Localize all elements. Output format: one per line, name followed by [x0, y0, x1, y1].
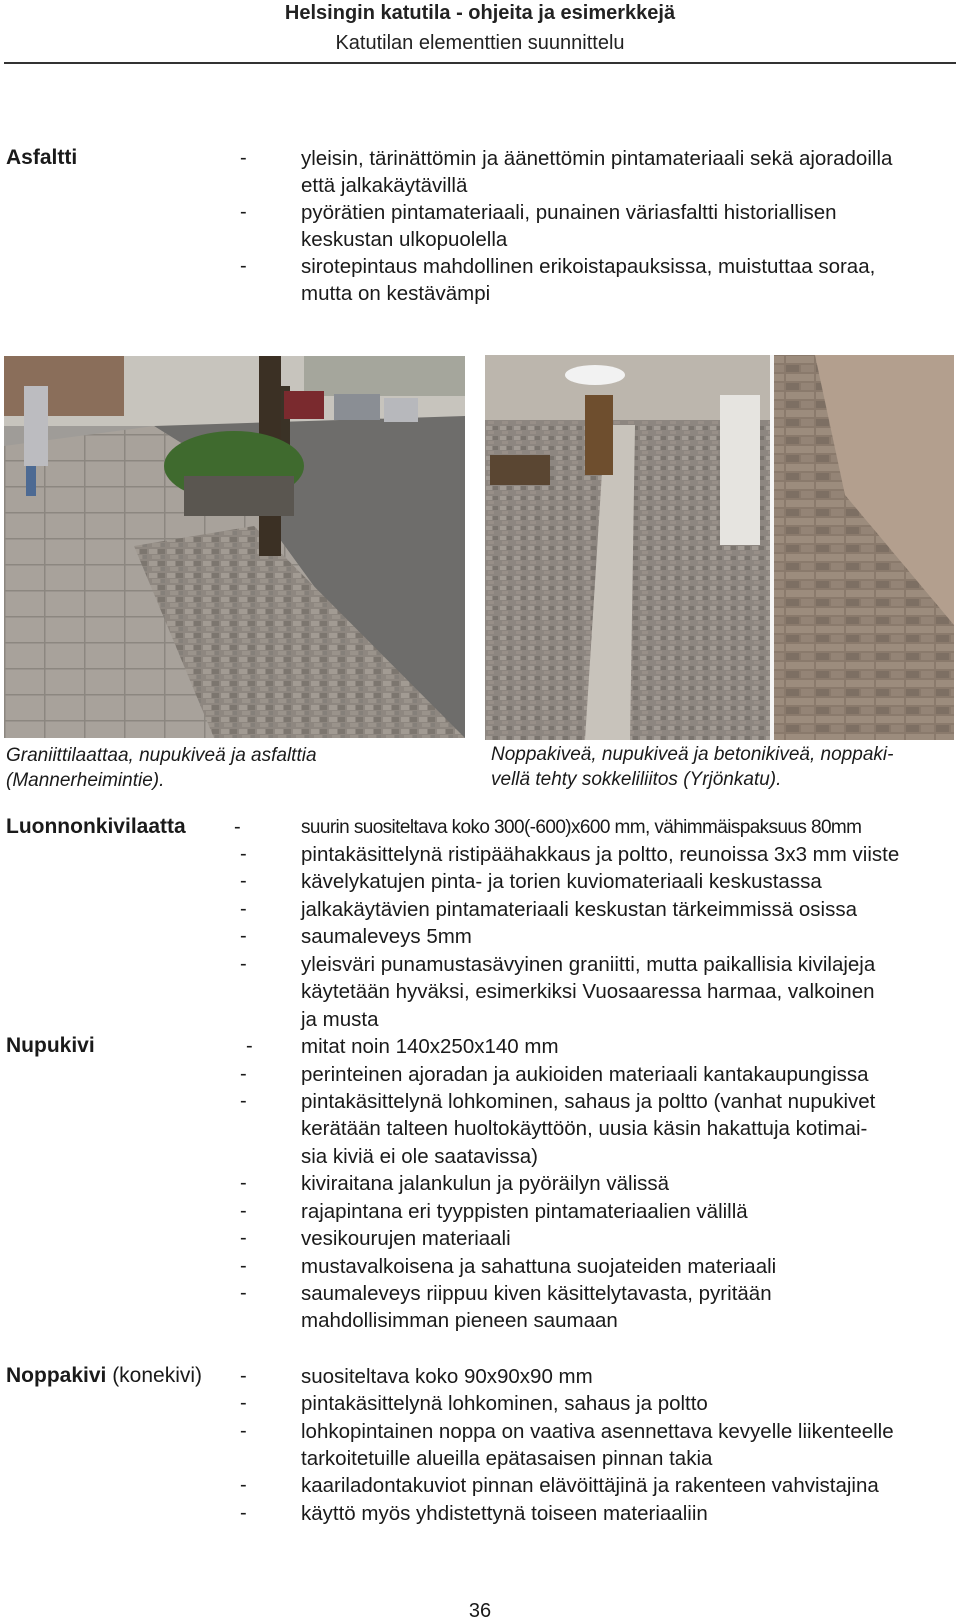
- photo-mannerheimintie: [4, 356, 465, 738]
- page-number: 36: [468, 1600, 492, 1622]
- list-item: yleisin, tärinättömin ja äänettömin pintamateriaali sekä ajoradoilla: [301, 147, 893, 170]
- list-item: saumaleveys 5mm: [301, 925, 472, 948]
- caption-left-line1: Graniittilaattaa, nupukiveä ja asfalttia: [6, 745, 317, 766]
- list-item: lohkopintainen noppa on vaativa asennettava kevyelle liikenteelle: [301, 1420, 894, 1443]
- list-item: pintakäsittelynä lohkominen, sahaus ja poltto: [301, 1392, 708, 1415]
- list-dash: -: [240, 1392, 247, 1414]
- list-item: käyttö myös yhdistettynä toiseen materiaaliin: [301, 1502, 708, 1525]
- list-item: suurin suositeltava koko 300(-600)x600 mm, vähimmäispaksuus 80mm: [301, 817, 862, 838]
- list-item: suositeltava koko 90x90x90 mm: [301, 1365, 593, 1388]
- term-noppakivi-label: Noppakivi: [6, 1364, 107, 1387]
- list-item: mahdollisimman pieneen saumaan: [301, 1309, 618, 1332]
- list-dash: -: [240, 1172, 247, 1194]
- caption-right-line1: Noppakiveä, nupukiveä ja betonikiveä, noppaki-: [491, 744, 894, 765]
- list-item: mitat noin 140x250x140 mm: [301, 1035, 559, 1058]
- list-item: kiviraitana jalankulun ja pyöräilyn välissä: [301, 1172, 670, 1195]
- list-item: rajapintana eri tyyppisten pintamateriaalien välillä: [301, 1200, 748, 1223]
- list-item: mutta on kestävämpi: [301, 282, 491, 305]
- list-dash: -: [240, 1200, 247, 1222]
- term-nupukivi: Nupukivi: [6, 1034, 95, 1057]
- term-asfaltti: Asfaltti: [6, 146, 78, 169]
- list-item: kaariladontakuviot pinnan elävöittäjinä ja rakenteen vahvistajina: [301, 1474, 879, 1497]
- list-item: käytetään hyväksi, esimerkiksi Vuosaaressa harmaa, valkoinen: [301, 980, 875, 1003]
- list-dash: -: [240, 1227, 247, 1249]
- list-item: sia kiviä ei ole saatavissa): [301, 1145, 538, 1168]
- list-dash: -: [240, 1420, 247, 1442]
- list-item: yleisväri punamustasävyinen graniitti, mutta paikallisia kivilajeja: [301, 953, 876, 976]
- list-dash: -: [240, 1474, 247, 1496]
- term-luonnonkivilaatta: Luonnonkivilaatta: [6, 815, 186, 838]
- list-dash: -: [240, 1255, 247, 1277]
- list-item: pintakäsittelynä ristipäähakkaus ja poltto, reunoissa 3x3 mm viiste: [301, 843, 900, 866]
- list-dash: -: [240, 201, 247, 223]
- list-item: keskustan ulkopuolella: [301, 228, 508, 251]
- list-item: pyörätien pintamateriaali, punainen väriasfaltti historiallisen: [301, 201, 837, 224]
- caption-left-line2: (Mannerheimintie).: [6, 770, 165, 791]
- list-item: perinteinen ajoradan ja aukioiden materiaali kantakaupungissa: [301, 1063, 869, 1086]
- list-item: tarkoitetuille alueilla epätasaisen pinnan takia: [301, 1447, 713, 1470]
- list-dash: -: [240, 925, 247, 947]
- list-item: saumaleveys riippuu kiven käsittelytavasta, pyritään: [301, 1282, 772, 1305]
- list-dash: -: [246, 1035, 253, 1057]
- photo-yrjonkatu: [485, 355, 954, 740]
- list-item: jalkakäytävien pintamateriaali keskustan tärkeimmissä osissa: [301, 898, 858, 921]
- document-subtitle: Katutilan elementtien suunnittelu: [335, 32, 625, 54]
- list-dash: -: [240, 953, 247, 975]
- list-item: vesikourujen materiaali: [301, 1227, 511, 1250]
- caption-right-line2: vellä tehty sokkeliliitos (Yrjönkatu).: [491, 769, 782, 790]
- list-item: pintakäsittelynä lohkominen, sahaus ja poltto (vanhat nupukivet: [301, 1090, 876, 1113]
- list-item: sirotepintaus mahdollinen erikoistapauksissa, muistuttaa soraa,: [301, 255, 876, 278]
- list-dash: -: [240, 1063, 247, 1085]
- list-dash: -: [240, 870, 247, 892]
- list-dash: -: [240, 843, 247, 865]
- term-noppakivi-qualifier: (konekivi): [106, 1364, 203, 1387]
- term-noppakivi: [6, 1364, 202, 1388]
- list-dash: -: [240, 1090, 247, 1112]
- list-item: että jalkakäytävillä: [301, 174, 468, 197]
- list-item: mustavalkoisena ja sahattuna suojateiden materiaali: [301, 1255, 777, 1278]
- list-item: ja musta: [301, 1008, 379, 1031]
- list-item: kerätään talteen huoltokäyttöön, uusia käsin hakattuja kotimai-: [301, 1117, 868, 1140]
- list-dash: -: [240, 1365, 247, 1387]
- list-dash: -: [240, 1282, 247, 1304]
- list-dash: -: [240, 898, 247, 920]
- list-dash: -: [234, 816, 241, 838]
- list-item: kävelykatujen pinta- ja torien kuviomateriaali keskustassa: [301, 870, 822, 893]
- list-dash: -: [240, 255, 247, 277]
- list-dash: -: [240, 1502, 247, 1524]
- list-dash: -: [240, 147, 247, 169]
- document-title: Helsingin katutila - ohjeita ja esimerkkejä: [284, 2, 676, 24]
- header-divider: [4, 62, 956, 64]
